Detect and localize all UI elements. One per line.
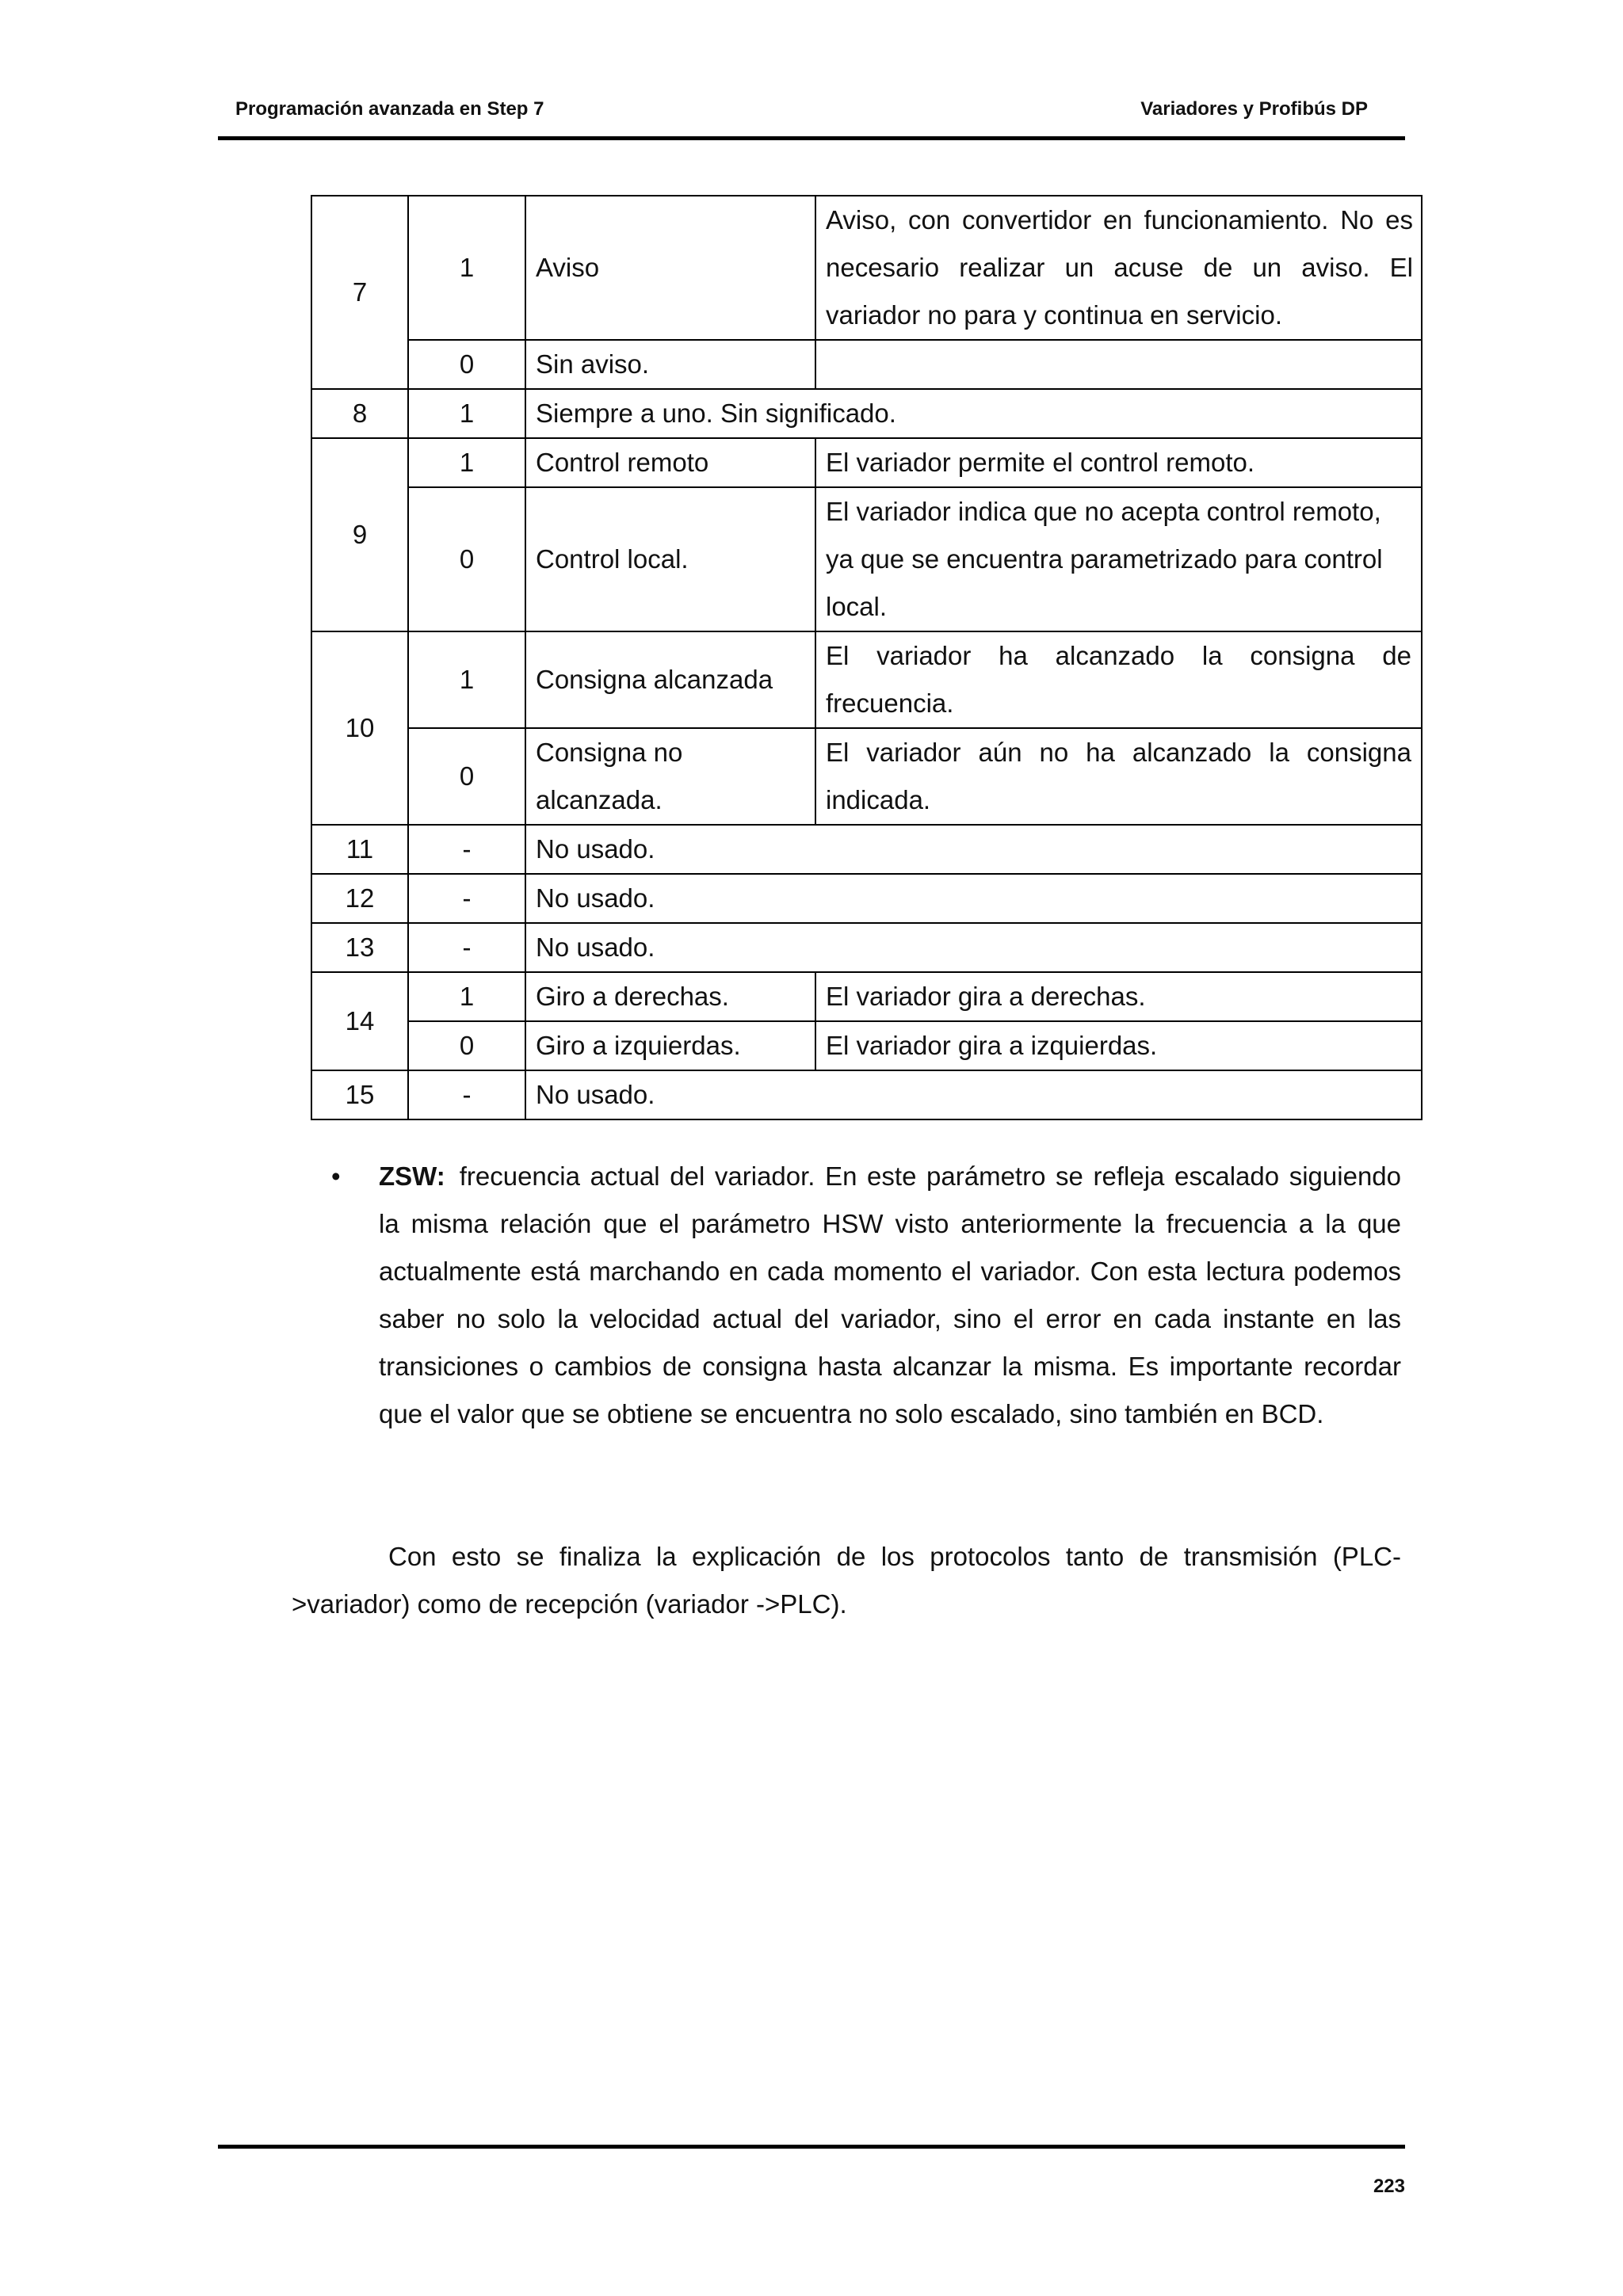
name-cell: No usado. [525, 923, 1422, 972]
zsw-paragraph [379, 1153, 1401, 1438]
description-cell: El variador gira a izquierdas. [815, 1021, 1422, 1070]
value-cell: 1 [408, 389, 525, 438]
table-row [311, 389, 1422, 438]
footer-rule [218, 2145, 1405, 2149]
status-word-bits-table [311, 195, 1423, 1120]
name-cell: Siempre a uno. Sin significado. [525, 389, 1422, 438]
value-cell: 1 [408, 972, 525, 1021]
zsw-text: frecuencia actual del variador. En este parámetro se refleja escalado siguiendo la misma relación que el parámetro HSW visto anteriormente la frecuencia a la que actualmente está marchando en cada momento el variador. Con esta lectura podemos saber no solo la velocidad actual del variador, sino el error en cada instante en las transiciones o cambios de consigna hasta alcanzar la misma. Es importante recordar que el valor que se obtiene se encuentra no solo escalado, sino también en BCD. [379, 1161, 1401, 1428]
name-cell: Control local. [525, 487, 815, 631]
table-row [311, 1021, 1422, 1070]
bit-cell: 12 [311, 874, 408, 923]
table-row [311, 1070, 1422, 1119]
description-cell [815, 340, 1422, 389]
value-cell: - [408, 1070, 525, 1119]
description-cell: El variador indica que no acepta control remoto, ya que se encuentra parametrizado para control local. [815, 487, 1422, 631]
name-cell: Sin aviso. [525, 340, 815, 389]
name-cell: Giro a izquierdas. [525, 1021, 815, 1070]
bit-cell: 7 [311, 196, 408, 389]
table-row [311, 923, 1422, 972]
closing-paragraph: Con esto se finaliza la explicación de los protocolos tanto de transmisión (PLC->variador) como de recepción (variador ->PLC). [292, 1542, 1401, 1619]
bit-cell: 14 [311, 972, 408, 1070]
value-cell: - [408, 825, 525, 874]
bullet-icon: • [331, 1161, 341, 1191]
value-cell: - [408, 874, 525, 923]
table-row [311, 340, 1422, 389]
header-rule [218, 136, 1405, 140]
name-cell: No usado. [525, 874, 1422, 923]
value-cell: - [408, 923, 525, 972]
table-row [311, 487, 1422, 631]
description-cell: Aviso, con convertidor en funcionamiento. No es necesario realizar un acuse de un aviso. El variador no para y continua en servicio. [815, 196, 1422, 340]
value-cell: 1 [408, 196, 525, 340]
name-cell: No usado. [525, 825, 1422, 874]
header-left-title: Programación avanzada en Step 7 [235, 98, 544, 120]
value-cell: 0 [408, 1021, 525, 1070]
table-row [311, 631, 1422, 728]
name-cell: Giro a derechas. [525, 972, 815, 1021]
table-row [311, 196, 1422, 340]
header-right-title: Variadores y Profibús DP [1140, 98, 1368, 120]
name-cell: No usado. [525, 1070, 1422, 1119]
description-cell: El variador gira a derechas. [815, 972, 1422, 1021]
bit-cell: 10 [311, 631, 408, 825]
table-row [311, 825, 1422, 874]
bit-cell: 9 [311, 438, 408, 631]
value-cell: 1 [408, 631, 525, 728]
value-cell: 0 [408, 487, 525, 631]
zsw-term: ZSW: [379, 1161, 445, 1191]
description-cell: El variador permite el control remoto. [815, 438, 1422, 487]
value-cell: 1 [408, 438, 525, 487]
name-cell: Consigna alcanzada [525, 631, 815, 728]
table-row [311, 972, 1422, 1021]
bit-cell: 11 [311, 825, 408, 874]
description-cell: El variador ha alcanzado la consigna de frecuencia. [815, 631, 1422, 728]
value-cell: 0 [408, 728, 525, 825]
name-cell: Consigna no alcanzada. [525, 728, 815, 825]
value-cell: 0 [408, 340, 525, 389]
bit-cell: 15 [311, 1070, 408, 1119]
table-row [311, 874, 1422, 923]
bit-cell: 13 [311, 923, 408, 972]
name-cell: Control remoto [525, 438, 815, 487]
name-cell: Aviso [525, 196, 815, 340]
description-cell: El variador aún no ha alcanzado la consigna indicada. [815, 728, 1422, 825]
table-row [311, 728, 1422, 825]
table-row [311, 438, 1422, 487]
bit-cell: 8 [311, 389, 408, 438]
page-number: 223 [1373, 2176, 1405, 2197]
